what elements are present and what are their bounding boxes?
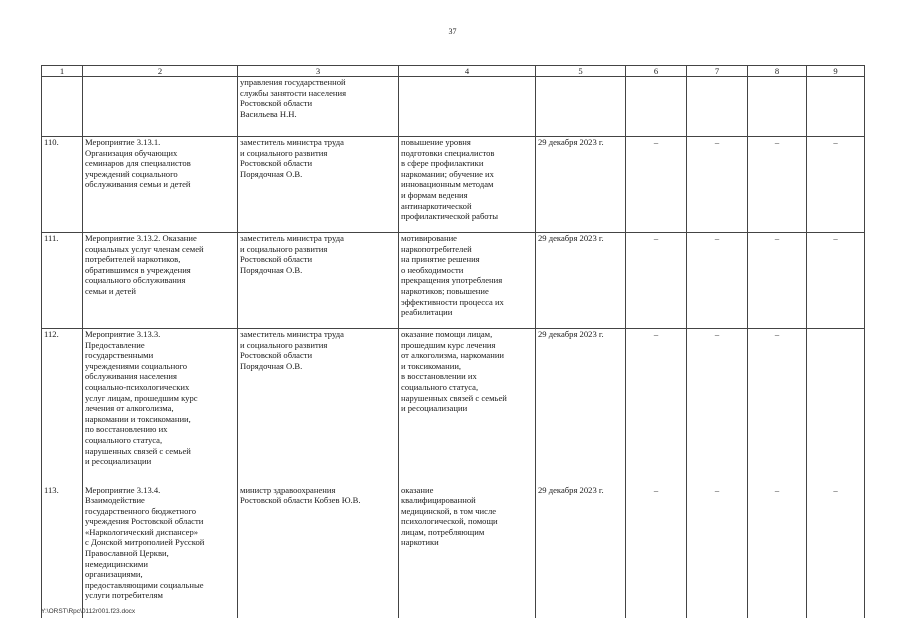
responsible-line: службы занятости населения bbox=[240, 87, 347, 98]
column-header: 8 bbox=[748, 66, 807, 77]
cell-col7: – bbox=[687, 233, 748, 329]
responsible-line: и социального развития bbox=[240, 339, 328, 350]
row-number: 113. bbox=[42, 485, 83, 618]
activity-line: социального статуса, bbox=[85, 434, 163, 445]
row-number: 110. bbox=[42, 137, 83, 233]
result-line: наркомании; обучение их bbox=[401, 168, 494, 179]
page-number: 37 bbox=[448, 27, 457, 36]
activity-line: Организация обучающих bbox=[85, 147, 178, 158]
cell-col6: – bbox=[626, 329, 687, 485]
responsible-cell bbox=[238, 485, 399, 618]
activity-line: предоставляющими социальные bbox=[85, 579, 204, 590]
responsible-line: заместитель министра труда bbox=[240, 233, 344, 243]
table-row bbox=[42, 77, 865, 137]
result-cell bbox=[399, 137, 536, 233]
deadline-cell: 29 декабря 2023 г. bbox=[536, 137, 626, 233]
activity-line: с Донской митрополией Русской bbox=[85, 537, 205, 548]
column-header: 4 bbox=[399, 66, 536, 77]
result-line: лицам, потребляющим bbox=[401, 526, 485, 537]
responsible-line: Порядочная О.В. bbox=[240, 168, 303, 179]
cell-col7 bbox=[687, 77, 748, 137]
activity-line: Мероприятие 3.13.4. bbox=[85, 484, 161, 495]
activity-line: услуг лицам, прошедшим курс bbox=[85, 392, 198, 403]
column-header: 1 bbox=[42, 66, 83, 77]
responsible-line: Ростовской области bbox=[240, 350, 313, 361]
responsible-line: управления государственной bbox=[240, 77, 346, 87]
cell-col9: – bbox=[807, 233, 865, 329]
table-row bbox=[42, 485, 865, 618]
activity-line: Мероприятие 3.13.2. Оказание bbox=[85, 233, 197, 243]
responsible-line: заместитель министра труда bbox=[240, 329, 344, 339]
activity-cell bbox=[83, 77, 238, 137]
result-line: наркопотребителей bbox=[401, 243, 472, 254]
cell-col7: – bbox=[687, 329, 748, 485]
table-row bbox=[42, 137, 865, 233]
cell-col7: – bbox=[687, 137, 748, 233]
activity-line: обратившимся в учреждения bbox=[85, 264, 191, 275]
cell-col8 bbox=[748, 77, 807, 137]
responsible-line: и социального развития bbox=[240, 147, 328, 158]
result-line: повышение уровня bbox=[401, 137, 471, 147]
responsible-line: Ростовской области bbox=[240, 98, 313, 109]
result-line: и токсикомании, bbox=[401, 360, 462, 371]
result-line: и формам ведения bbox=[401, 189, 468, 200]
result-cell bbox=[399, 485, 536, 618]
table-row bbox=[42, 329, 865, 485]
file-path-footer: Y:\ORST\Rpc\0112r001.f23.docx bbox=[41, 608, 136, 615]
result-cell bbox=[399, 233, 536, 329]
result-line: оказание помощи лицам, bbox=[401, 329, 493, 339]
activity-line: Мероприятие 3.13.3. bbox=[85, 329, 161, 339]
responsible-line: заместитель министра труда bbox=[240, 137, 344, 147]
responsible-line: Ростовской области bbox=[240, 254, 313, 265]
responsible-cell bbox=[238, 233, 399, 329]
cell-col7: – bbox=[687, 485, 748, 618]
result-line: от алкоголизма, наркомании bbox=[401, 350, 505, 361]
activity-line: немедицинскими bbox=[85, 558, 148, 569]
cell-col8: – bbox=[748, 233, 807, 329]
activity-line: государственного бюджетного bbox=[85, 505, 197, 516]
result-line: наркотиков; повышение bbox=[401, 285, 489, 296]
activity-line: обслуживания населения bbox=[85, 371, 177, 382]
result-line: инновационным методам bbox=[401, 179, 494, 190]
cell-col6 bbox=[626, 77, 687, 137]
responsible-line: и социального развития bbox=[240, 243, 328, 254]
activity-line: государственными bbox=[85, 350, 154, 361]
column-header: 7 bbox=[687, 66, 748, 77]
result-cell bbox=[399, 77, 536, 137]
result-line: нарушенных связей с семьей bbox=[401, 392, 507, 403]
activity-cell bbox=[83, 329, 238, 485]
deadline-cell bbox=[536, 77, 626, 137]
activities-table bbox=[41, 65, 865, 618]
column-header: 2 bbox=[83, 66, 238, 77]
activity-line: социально-психологических bbox=[85, 381, 190, 392]
result-line: реабилитации bbox=[401, 307, 453, 318]
result-line: о необходимости bbox=[401, 264, 464, 275]
responsible-line: Порядочная О.В. bbox=[240, 360, 303, 371]
cell-col8: – bbox=[748, 137, 807, 233]
activity-line: нарушенных связей с семьей bbox=[85, 445, 191, 456]
activity-line: семьи и детей bbox=[85, 285, 136, 296]
responsible-line: Васильева Н.Н. bbox=[240, 108, 297, 119]
deadline-cell: 29 декабря 2023 г. bbox=[536, 329, 626, 485]
activity-line: услуги потребителям bbox=[85, 590, 163, 601]
deadline-cell: 29 декабря 2023 г. bbox=[536, 485, 626, 618]
result-line: оказание bbox=[401, 484, 434, 495]
activity-line: Предоставление bbox=[85, 339, 145, 350]
result-line: и ресоциализации bbox=[401, 403, 468, 414]
activity-cell bbox=[83, 137, 238, 233]
row-number bbox=[42, 77, 83, 137]
cell-col9 bbox=[807, 77, 865, 137]
column-number-row bbox=[42, 66, 865, 77]
activity-line: лечения от алкоголизма, bbox=[85, 403, 174, 414]
cell-col8: – bbox=[748, 485, 807, 618]
result-line: эффективности процесса их bbox=[401, 296, 504, 307]
result-line: квалифицированной bbox=[401, 495, 476, 506]
result-line: прошедшим курс лечения bbox=[401, 339, 496, 350]
responsible-cell bbox=[238, 77, 399, 137]
cell-col9: – bbox=[807, 485, 865, 618]
activity-line: учреждения Ростовской области bbox=[85, 516, 204, 527]
activity-line: обслуживания семьи и детей bbox=[85, 179, 191, 190]
result-line: медицинской, в том числе bbox=[401, 505, 497, 516]
activity-line: по восстановлению их bbox=[85, 424, 168, 435]
cell-col9 bbox=[807, 329, 865, 485]
activity-line: учреждениями социального bbox=[85, 360, 188, 371]
activity-line: и ресоциализации bbox=[85, 456, 152, 467]
result-cell bbox=[399, 329, 536, 485]
activity-line: потребителей наркотиков, bbox=[85, 254, 181, 265]
cell-col6: – bbox=[626, 233, 687, 329]
cell-col6: – bbox=[626, 485, 687, 618]
table-row bbox=[42, 233, 865, 329]
cell-col6: – bbox=[626, 137, 687, 233]
deadline-cell: 29 декабря 2023 г. bbox=[536, 233, 626, 329]
column-header: 9 bbox=[807, 66, 865, 77]
result-line: прекращения употребления bbox=[401, 275, 503, 286]
activity-cell bbox=[83, 485, 238, 618]
column-header: 5 bbox=[536, 66, 626, 77]
activity-line: Мероприятие 3.13.1. bbox=[85, 137, 161, 147]
result-line: антинаркотической bbox=[401, 200, 472, 211]
result-line: психологической, помощи bbox=[401, 516, 498, 527]
result-line: наркотики bbox=[401, 537, 439, 548]
result-line: подготовки специалистов bbox=[401, 147, 495, 158]
responsible-line: Ростовской области bbox=[240, 158, 313, 169]
activity-line: социальных услуг членам семей bbox=[85, 243, 204, 254]
cell-col8: – bbox=[748, 329, 807, 485]
row-number: 112. bbox=[42, 329, 83, 485]
responsible-line: министр здравоохранения bbox=[240, 484, 336, 495]
activity-line: социального обслуживания bbox=[85, 275, 186, 286]
activity-line: наркомании и токсикомании, bbox=[85, 413, 191, 424]
activity-cell bbox=[83, 233, 238, 329]
result-line: на принятие решения bbox=[401, 254, 480, 265]
cell-col9: – bbox=[807, 137, 865, 233]
result-line: профилактической работы bbox=[401, 211, 499, 222]
row-number: 111. bbox=[42, 233, 83, 329]
responsible-line: Порядочная О.В. bbox=[240, 264, 303, 275]
result-line: в восстановлении их bbox=[401, 371, 477, 382]
responsible-cell bbox=[238, 137, 399, 233]
column-header: 3 bbox=[238, 66, 399, 77]
activity-line: учреждений социального bbox=[85, 168, 178, 179]
responsible-cell bbox=[238, 329, 399, 485]
activity-line: «Наркологический диспансер» bbox=[85, 526, 199, 537]
activity-line: организациями, bbox=[85, 569, 143, 580]
activity-line: Взаимодействие bbox=[85, 495, 145, 506]
activity-line: семинаров для специалистов bbox=[85, 158, 191, 169]
result-line: мотивирование bbox=[401, 233, 457, 243]
activity-line: Православной Церкви, bbox=[85, 548, 169, 559]
result-line: в сфере профилактики bbox=[401, 158, 484, 169]
column-header: 6 bbox=[626, 66, 687, 77]
result-line: социального статуса, bbox=[401, 381, 479, 392]
responsible-line: Ростовской области Кобзев Ю.В. bbox=[240, 495, 361, 506]
